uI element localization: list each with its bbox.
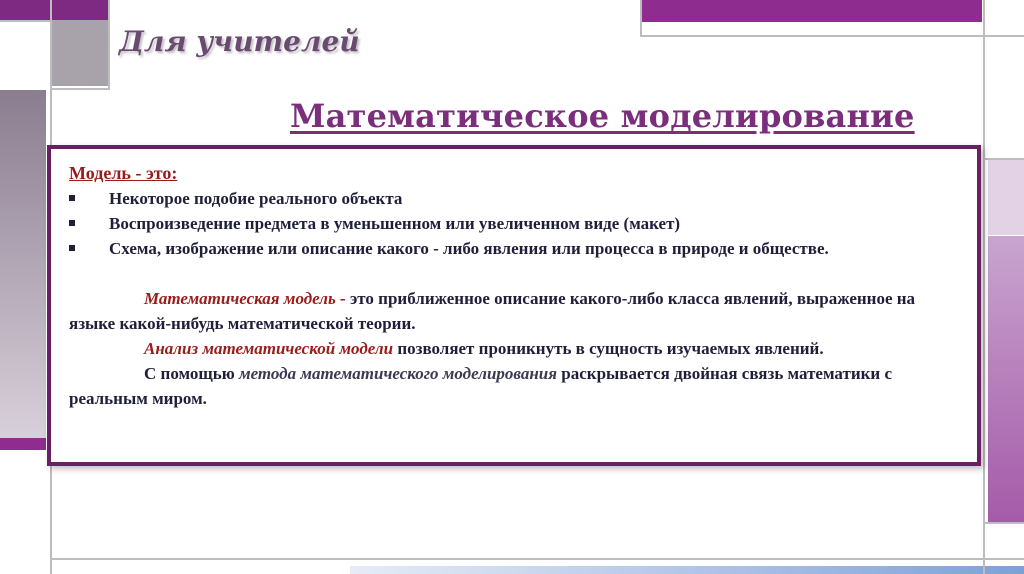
paragraph-math-model [69, 286, 961, 336]
right-light-purple-block [988, 160, 1024, 235]
content-box [47, 145, 981, 466]
grid-line-h2 [640, 35, 1024, 37]
definition-heading: Модель - это: [69, 163, 178, 183]
paragraph-analysis [69, 336, 961, 361]
grid-line-v4 [640, 0, 642, 36]
grid-line-h4 [983, 158, 1024, 160]
definition-list [69, 186, 961, 261]
right-gradient-column [988, 236, 1024, 524]
grid-line-h6 [983, 522, 1024, 524]
paragraph-text: позволяет проникнуть в сущность изучаемых явлений. [393, 339, 824, 358]
grid-line-h3 [50, 88, 110, 90]
top-left-purple-bar [0, 0, 108, 20]
term-math-model: Математическая модель - [144, 289, 346, 308]
definition-item [69, 236, 961, 261]
square-bullet-icon [69, 245, 75, 251]
top-right-purple-bar [640, 0, 982, 22]
spacer [69, 261, 961, 286]
term-method: метода математического моделирования [238, 364, 558, 383]
top-left-gray-block [52, 20, 109, 86]
grid-line-v3 [983, 0, 985, 574]
paragraph-text: С помощью [144, 364, 239, 383]
definition-item-text: Воспроизведение предмета в уменьшенном или увеличенном виде (макет) [109, 214, 681, 233]
definition-item [69, 211, 961, 236]
slide-subtitle: Для учителей [119, 25, 360, 58]
square-bullet-icon [69, 195, 75, 201]
left-purple-marker [0, 438, 46, 450]
left-gradient-column [0, 90, 46, 439]
definition-item [69, 186, 961, 211]
grid-line-v2 [108, 0, 110, 90]
grid-line-h1 [0, 20, 52, 22]
slide-title: Математическое моделирование [290, 97, 915, 135]
grid-line-h5 [50, 558, 1024, 560]
square-bullet-icon [69, 220, 75, 226]
bottom-gradient-bar [350, 566, 1024, 574]
definition-item-text: Схема, изображение или описание какого - либо явления или процесса в природе и обществе. [109, 239, 829, 258]
paragraph-text: это приближенное описание какого-либо класса явлений, выраженное на языке какой-нибудь математической теории. [69, 289, 916, 333]
paragraph-text: раскрывается двойная связь математики с реальным миром. [69, 364, 893, 408]
definition-item-text: Некоторое подобие реального объекта [109, 189, 403, 208]
term-analysis: Анализ математической модели [144, 339, 394, 358]
paragraph-method [69, 361, 961, 411]
